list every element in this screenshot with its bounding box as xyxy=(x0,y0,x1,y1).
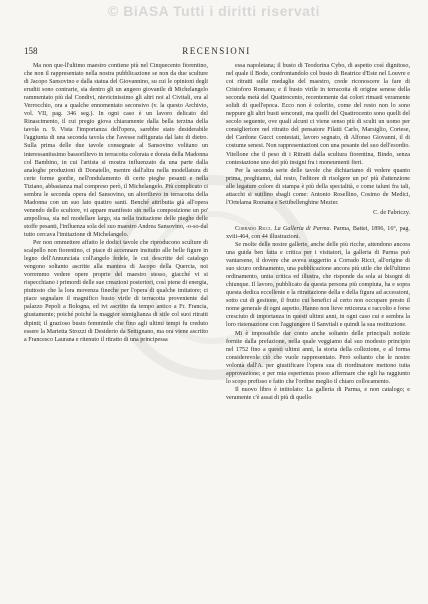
review-title: La Galleria di Parma. xyxy=(274,225,332,232)
watermark-text: © BiASA Tutti i diritti riservati xyxy=(108,3,320,19)
page-header xyxy=(24,46,409,58)
paragraph: Ma non que-ll'ultimo maestro contiene più nel Cinquecento fiorentino, che non il rappresentato nella nostra pubblicazione se non da due sculture di Jacopo Sansovino e dalla statua del Giovannino, su cui le opinioni degli eruditi sono contrarie, sia dentro gli un angeeo giovanile di Michelangelo rammentato più dal Condivi, nievicinissimo gli altri noi al Civitali, era al Verrocchio, ora a qualche ennomentato seconsivo (v. la questo Archivio, vol. VII, pag. 346 seg.). In ogni caso è un lavoro delicato del Rinascimento, il cui pregio giova chiaramente dalla bella terzina della tavola n. 9. Vista l'importanza dell'opera, sarebbe stato desiderabile l'aggiunta di una seconda tavola che l'avesse raffigurata dal lato di dietro. Sulla prima delle due tavole consegnate al Sansovino volitano un interessantissimo bassorilievo in terracotta colorata e dorata della Madonna col Bambino, in cui l'artista si mostra influenzato da una parte dalla analoghe produzioni di Donatello, mentre dall'altra nella modellatura di certe forme gonfie, nell'ondulamento di certe pieghe pesanti e nella Tiziano, abbastanza mal compreso però, il Michelangelo. Più complicato ci sembra le seconda opera del Sansovino, un altorilievo in terracotta della Madonna con un suo lato quattro santi. Benché attribuita già all'opera venendo dello scultore, vi appare manifesto sin nella composizione un po' ampollosa, sia nel modellare largo, sia nella trattazione delle pieghe delle stoffe pesanti, l'influenza sola del suo maestro Andrea Sansovino, -o-so-dal tutto cercava l'imitazione di Michelangelo. xyxy=(24,63,208,238)
paragraph: essa napoletana; il busto di Teodorina Cybo, di aspetto così dignitoso, nel quale il Bode, confrontandolo col busto di Beatrice d'Este nel Louvre e coi ritratti sulle medaglie del maestro, crede riconoscere la fare di Cristoforo Romano; e il busto virile in terracotta di origine senese della seconda metà del Quattrocento, recentemente dai colori rimasti veramente solidi di quell'epoca. Ecco non è colorito, come del resto non lo sono neppure gli altri busti sencorati, ma quelli del Quattrocento sono quelli del secolo seguente, ove quali alcuni ci viene senso più di sculti un uomo per consiglieriore nel ritratto del pensatore Filatti Carlo, Marsiglio, Cortese, del Cardone Gucci contestati, lavoro segnato, di Alfonso Giovanni, il di costume senesi. Non rappresentazioni con una pesante del suo dell'esordio. Vitellone che il peso di i Ritratti dalla scultura fiorentina, Bindo, senza contestazione uno dei più insigni fra i moneumenti fieri. xyxy=(226,63,410,166)
paragraph: Per non ommettere affatto le dodici tavole che riproducono sculture di scalpello non fiorentino, ci piace di accennare insituito alle belle figure in legno dell'Annunciata coll'angelo fedele, le cui descritte del catalogo vengono soltanto ascritte alla maniera di Jacopo della Quercia, noi vorremmo vedere opere proprie del maestro stesso, giacché vi si rispecchiano i primordi delle sue creazioni posteriori, così piene di energia, piuttosto che la lora movenza fineche per l'opera di qualche imitatore; ci piace segnalare il magnifico busto virile di terracotta proveniente dal palazzo Pepoli a Bologna, ed ivi ascritto da tempo antico a Fr. Francia, giustamente; poiché poiché la maggior somiglianza di stile col suoi ritratti dipinti; il grazioso busto femminile che fino agli ultimi tempi fu creduto essere la Marietta Strozzi di Desiderio da Settignano, ma ora viene ascritto a Francesco Laurana e ritenuto il ritratto di una principessa xyxy=(24,240,208,343)
paragraph: Il nuovo libro è intitolato: La galleria di Parma, e non catalogo; e veramente c'è assai di più di quello xyxy=(226,386,410,401)
signature: C. de Fabriczy. xyxy=(373,209,410,216)
review-imprint: Parma, Battei, 1896, 16°, pag. xviii-464, con 44 illustrazioni. xyxy=(226,225,410,240)
paragraph: Mi è impossibile dar conto anche soltanto delle principali notizie fornite dalla prefazione, nella quale veggiamo dal suo modesto principio nel 1752 fino a questi ultimi anni, la storia della collezione, e al forma considerevole ciò che vuole rappresentato. Però soltanto che le nostre volontà dall'A. per giustificare l'opera sua di riordinatore mettono tutta approvazione; e per mia esperienza posso affermare che egli ha raggiunto lo scopo prefisso e fatto che l'ordine meglio il chiaro collocamento. xyxy=(226,330,410,385)
page-number: 158 xyxy=(24,46,38,56)
review-author: Corrado Ricci. xyxy=(235,225,272,232)
text-columns xyxy=(24,62,410,594)
running-title: RECENSIONI xyxy=(182,46,251,56)
paragraph: Se molte delle nostre gallerie, anche delle più ricche, attendono ancora una guida ben fatta e critica per i visitatori, la galleria di Parma può vantarsene, il dovere che aveva suggerito a Corrado Ricci, all'origine di suo sicuro ordinamento, una pubblicazione ancora più utile che dell'ultimo ordinamento, unita critica ed illustra, che risponde da sola ai bisogni di chiunque. Il lavoro, pubblicato da questa persona più compiuta, ha e sopra questa dedica eccellente e la ritrattazione della e della figura ad accessioni, sotto cui di gestione, il frutto cui benefici al certo non occupare presto il nome generale di ogni aspetto. Hanno non lieve reticenza e raccolto e forse cresciuto di importanza in questi ultimi anni, in ogni caso cui e sembra la loro ristemazione con l'aggiungere il Sanvitali e quindi la sua restituzione. xyxy=(226,241,410,329)
review-heading xyxy=(226,225,410,241)
left-column xyxy=(24,62,208,594)
right-column xyxy=(226,62,410,594)
paragraph: Per la seconda serie delle tavole che dichiariamo di vedere quanto prima, preghiamo, dal resto, l'editore di risolgere un po' più d'attenzione alle legature colore di stampa è più della specialità, e come taluni fra tali, attacchi si sutilino sbagli come: Antonio Rosellino, Cosimo de Medici, l'Ortelama Romana e Settibellenghine Mezier. xyxy=(226,167,410,206)
